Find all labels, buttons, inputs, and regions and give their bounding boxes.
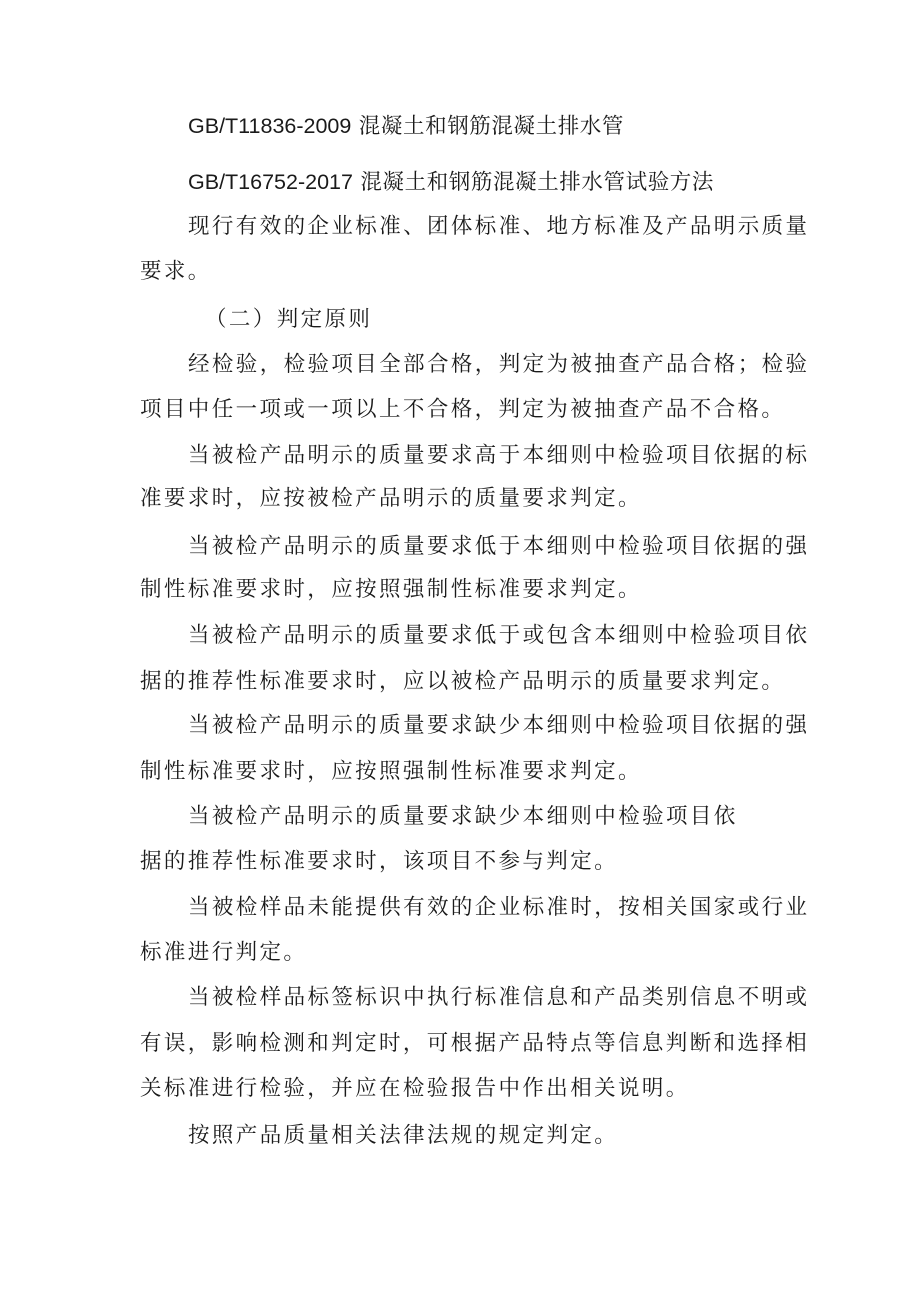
paragraph-line: 据的推荐性标准要求时，该项目不参与判定。	[140, 849, 619, 874]
paragraph-line: 有误，影响检测和判定时，可根据产品特点等信息判断和选择相	[140, 1031, 810, 1056]
paragraph-line: 制性标准要求时，应按照强制性标准要求判定。	[140, 759, 642, 784]
paragraph-line: 现行有效的企业标准、团体标准、地方标准及产品明示质量	[188, 214, 810, 239]
paragraph-line: 当被检产品明示的质量要求低于或包含本细则中检验项目依	[188, 623, 810, 648]
paragraph-line: 据的推荐性标准要求时，应以被检产品明示的质量要求判定。	[140, 669, 786, 694]
paragraph-line: 关标准进行检验，并应在检验报告中作出相关说明。	[140, 1076, 690, 1101]
paragraph-line: 当被检产品明示的质量要求缺少本细则中检验项目依	[188, 804, 738, 829]
paragraph-line: 经检验，检验项目全部合格，判定为被抽查产品合格；检验	[188, 352, 810, 377]
paragraph-line: 当被检产品明示的质量要求高于本细则中检验项目依据的标	[188, 443, 810, 468]
standard-line	[188, 111, 624, 142]
paragraph-line: 按照产品质量相关法律法规的规定判定。	[188, 1123, 619, 1148]
standard-title: 混凝土和钢筋混凝土排水管试验方法	[360, 170, 714, 195]
paragraph-line: 制性标准要求时，应按照强制性标准要求判定。	[140, 577, 642, 602]
standard-code: GB/T16752-2017	[188, 170, 353, 194]
paragraph-line: 准要求时，应按被检产品明示的质量要求判定。	[140, 486, 642, 511]
standard-line	[188, 167, 714, 198]
paragraph-line: 当被检样品标签标识中执行标准信息和产品类别信息不明或	[188, 985, 810, 1010]
standard-title: 混凝土和钢筋混凝土排水管	[358, 114, 624, 139]
paragraph-line: 当被检产品明示的质量要求缺少本细则中检验项目依据的强	[188, 713, 810, 738]
standard-code: GB/T11836-2009	[188, 114, 352, 138]
paragraph-line: 要求。	[140, 259, 212, 284]
paragraph-line: 标准进行判定。	[140, 940, 308, 965]
paragraph-line: 当被检产品明示的质量要求低于本细则中检验项目依据的强	[188, 534, 810, 559]
paragraph-line: 当被检样品未能提供有效的企业标准时，按相关国家或行业	[188, 895, 810, 920]
section-heading: （二）判定原则	[205, 307, 373, 332]
paragraph-line: 项目中任一项或一项以上不合格，判定为被抽查产品不合格。	[140, 397, 786, 422]
